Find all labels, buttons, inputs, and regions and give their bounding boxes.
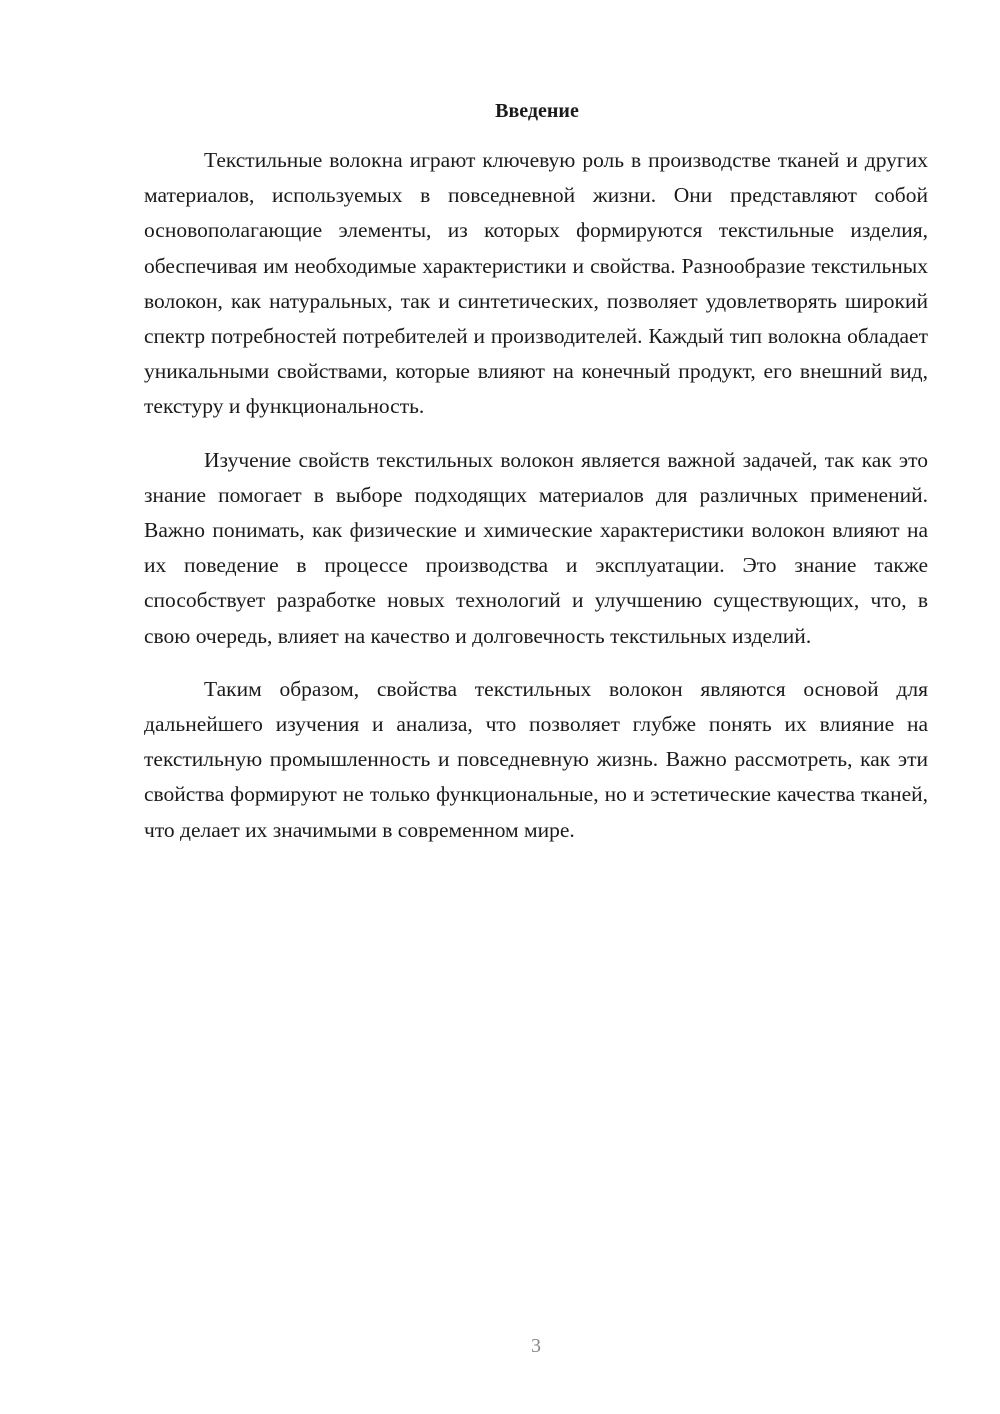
- page-content: [144, 97, 928, 848]
- paragraph-1: Текстильные волокна играют ключевую роль в производстве тканей и других материалов, используемых в повседневной жизни. Они представляют собой основополагающие элементы, из которых формируются текстильные изделия, обеспечивая им необходимые характеристики и свойства. Разнообразие текстильных волокон, как натуральных, так и синтетических, позволяет удовлетворять широкий спектр потребностей потребителей и производителей. Каждый тип волокна обладает уникальными свойствами, которые влияют на конечный продукт, его внешний вид, текстуру и функциональность.: [144, 148, 928, 419]
- paragraph-3: Таким образом, свойства текстильных волокон являются основой для дальнейшего изучения и анализа, что позволяет глубже понять их влияние на текстильную промышленность и повседневную жизнь. Важно рассмотреть, как эти свойства формируют не только функциональные, но и эстетические качества тканей, что делает их значимыми в современном мире.: [144, 676, 928, 842]
- page-number: 3: [531, 1335, 541, 1357]
- section-heading: Введение: [495, 100, 579, 122]
- paragraph-2: Изучение свойств текстильных волокон является важной задачей, так как это знание помогает в выборе подходящих материалов для различных применений. Важно понимать, как физические и химические характеристики волокон влияют на их поведение в процессе производства и эксплуатации. Это знание также способствует разработке новых технологий и улучшению существующих, что, в свою очередь, влияет на качество и долговечность текстильных изделий.: [144, 447, 928, 648]
